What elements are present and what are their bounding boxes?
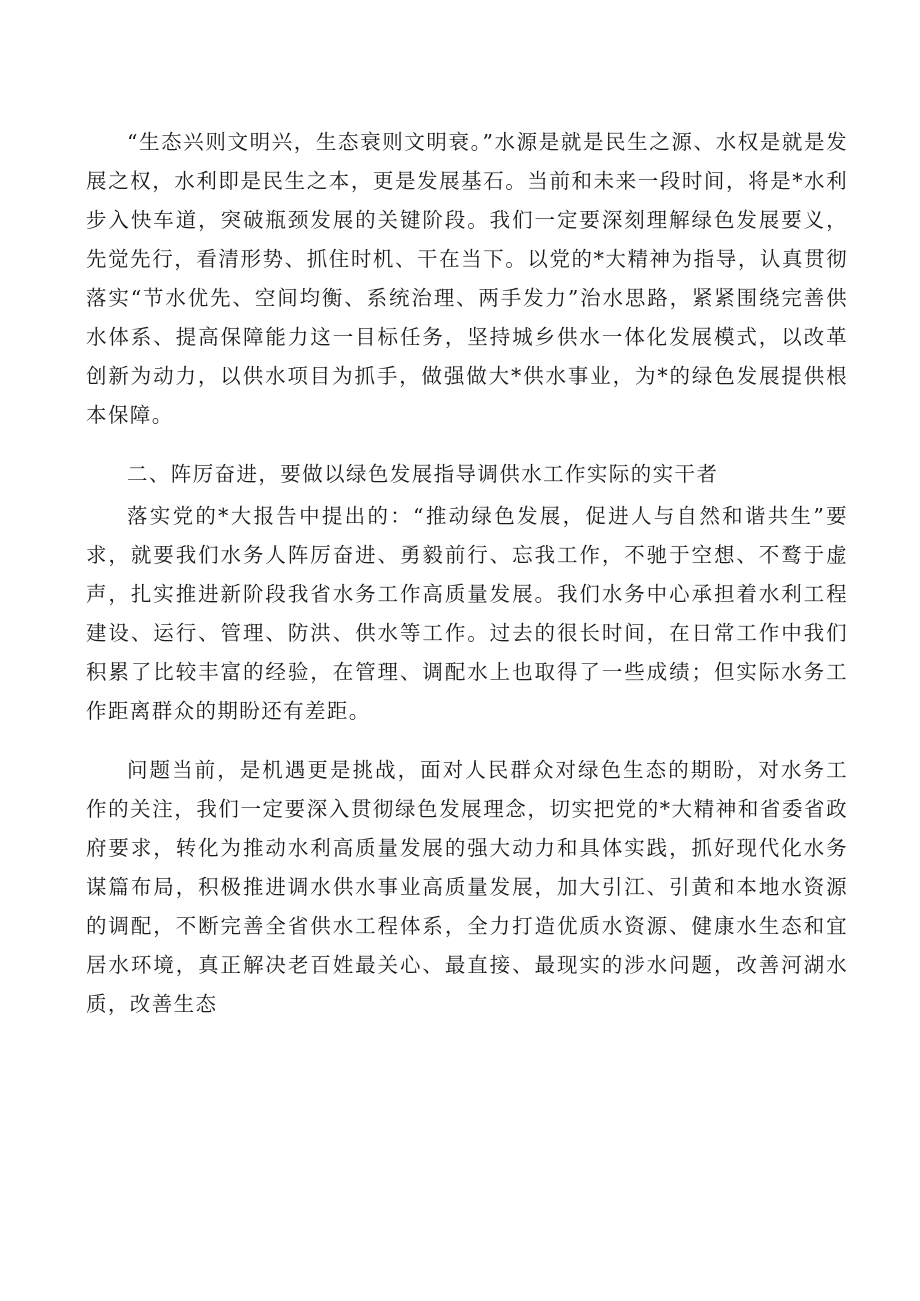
body-paragraph-2: 落实党的*大报告中提出的：“推动绿色发展，促进人与自然和谐共生”要求，就要我们水务人阵厉奋进、勇毅前行、忘我工作，不驰于空想、不鹜于虚声，扎实推进新阶段我省水务工作高质量发展。我们水务中心承担着水利工程建设、运行、管理、防洪、供水等工作。过去的很长时间，在日常工作中我们积累了比较丰富的经验，在管理、调配水上也取得了一些成绩；但实际水务工作距离群众的期盼还有差距。 [86,504,848,723]
body-paragraph-3: 问题当前，是机遇更是挑战，面对人民群众对绿色生态的期盼，对水务工作的关注，我们一定要深入贯彻绿色发展理念，切实把党的*大精神和省委省政府要求，转化为推动水利高质量发展的强大动力和具体实践，抓好现代化水务谋篇布局，积极推进调水供水事业高质量发展，加大引江、引黄和本地水资源的调配，不断完善全省供水工程体系，全力打造优质水资源、健康水生态和宜居水环境，真正解决老百姓最关心、最直接、最现实的涉水问题，改善河湖水质，改善生态 [86,758,848,1016]
section-heading: 二、阵厉奋进，要做以绿色发展指导调供水工作实际的实干者 [127,462,719,486]
body-paragraph-1: “生态兴则文明兴，生态衰则文明衰。”水源是就是民生之源、水权是就是发展之权，水利即是民生之本，更是发展基石。当前和未来一段时间，将是*水利步入快车道，突破瓶颈发展的关键阶段。我们一定要深刻理解绿色发展要义，先觉先行，看清形势、抓住时机、干在当下。以党的*大精神为指导，认真贯彻落实“节水优先、空间均衡、系统治理、两手发力”治水思路，紧紧围绕完善供水体系、提高保障能力这一目标任务，坚持城乡供水一体化发展模式，以改革创新为动力，以供水项目为抓手，做强做大*供水事业，为*的绿色发展提供根本保障。 [86,130,848,427]
document-page [86,123,848,1024]
